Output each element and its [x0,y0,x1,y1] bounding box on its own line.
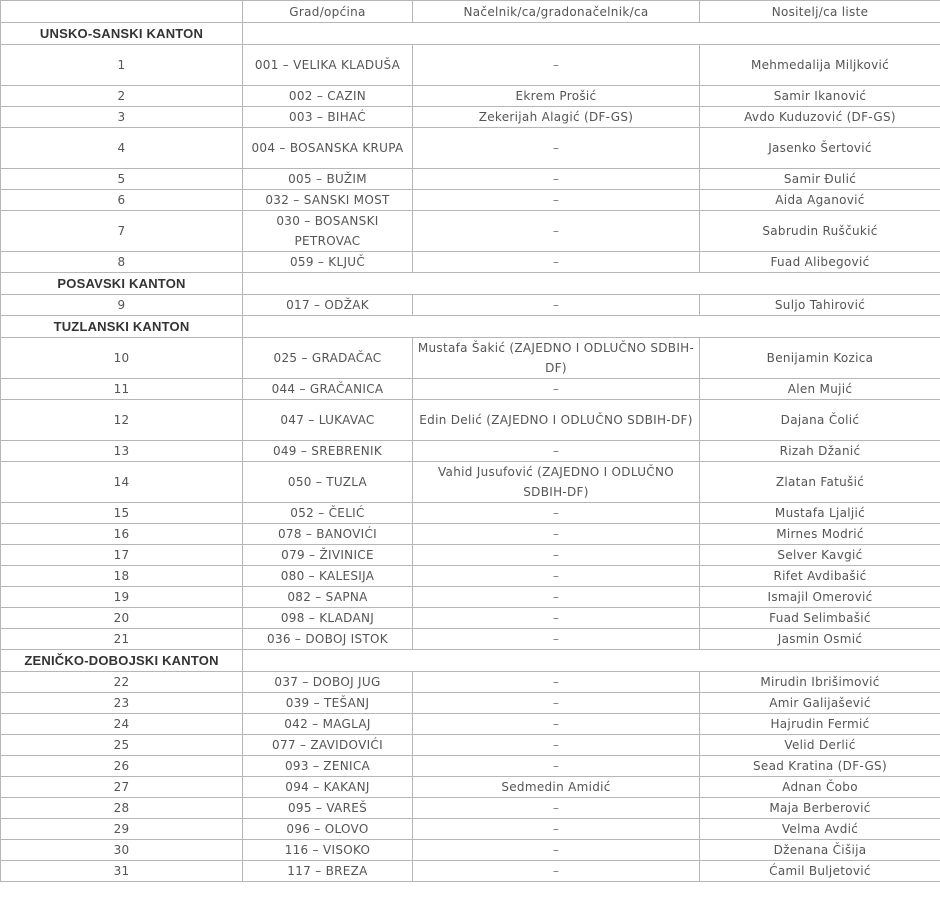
table-row [1,86,940,107]
table-row [1,45,940,86]
section-empty-cell [243,273,940,295]
municipality-cell: 116 – VISOKO [243,840,413,861]
mayor-cell: – [413,672,700,693]
municipality-cell: 030 – BOSANSKI PETROVAC [243,211,413,252]
section-empty-cell [243,650,940,672]
row-number-cell: 22 [1,672,243,693]
municipality-cell: 025 – GRADAČAC [243,338,413,379]
mayor-cell: Sedmedin Amidić [413,777,700,798]
table-row [1,714,940,735]
mayor-cell: – [413,608,700,629]
table-row [1,441,940,462]
row-number-cell: 14 [1,462,243,503]
table-row [1,672,940,693]
table-row [1,777,940,798]
municipality-cell: 044 – GRAČANICA [243,379,413,400]
table-row [1,400,940,441]
mayor-cell: – [413,566,700,587]
municipality-cell: 082 – SAPNA [243,587,413,608]
municipality-cell: 001 – VELIKA KLADUŠA [243,45,413,86]
table-row [1,608,940,629]
table-row [1,629,940,650]
table-row [1,840,940,861]
list-holder-cell: Mustafa Ljaljić [700,503,940,524]
mayor-cell: Edin Delić (ZAJEDNO I ODLUČNO SDBIH-DF) [413,400,700,441]
table-row [1,107,940,128]
mayor-cell: – [413,295,700,316]
municipality-cell: 003 – BIHAĆ [243,107,413,128]
municipality-cell: 093 – ZENICA [243,756,413,777]
list-holder-cell: Selver Kavgić [700,545,940,566]
section-name: POSAVSKI KANTON [1,273,243,295]
list-holder-cell: Mirnes Modrić [700,524,940,545]
municipality-cell: 078 – BANOVIĆI [243,524,413,545]
list-holder-cell: Maja Berberović [700,798,940,819]
section-empty-cell [243,316,940,338]
section-header-row [1,273,940,295]
mayor-cell: – [413,693,700,714]
row-number-cell: 23 [1,693,243,714]
municipality-cell: 032 – SANSKI MOST [243,190,413,211]
municipality-cell: 036 – DOBOJ ISTOK [243,629,413,650]
municipality-cell: 077 – ZAVIDOVIĆI [243,735,413,756]
list-holder-cell: Ismajil Omerović [700,587,940,608]
row-number-cell: 18 [1,566,243,587]
table-header-row [1,1,940,23]
list-holder-cell: Hajrudin Fermić [700,714,940,735]
row-number-cell: 25 [1,735,243,756]
table-row [1,545,940,566]
row-number-cell: 31 [1,861,243,882]
table-row [1,190,940,211]
mayor-cell: – [413,756,700,777]
table-body [1,1,940,882]
municipality-cell: 080 – KALESIJA [243,566,413,587]
municipality-cell: 037 – DOBOJ JUG [243,672,413,693]
municipality-cell: 004 – BOSANSKA KRUPA [243,128,413,169]
row-number-cell: 30 [1,840,243,861]
table-row [1,861,940,882]
list-holder-cell: Dajana Čolić [700,400,940,441]
table-row [1,798,940,819]
municipality-cell: 002 – CAZIN [243,86,413,107]
list-holder-cell: Fuad Alibegović [700,252,940,273]
list-holder-cell: Velid Derlić [700,735,940,756]
list-holder-cell: Rizah Džanić [700,441,940,462]
table-row [1,735,940,756]
list-holder-cell: Dženana Čišija [700,840,940,861]
mayor-cell: – [413,714,700,735]
municipality-cell: 047 – LUKAVAC [243,400,413,441]
row-number-cell: 4 [1,128,243,169]
mayor-cell: – [413,545,700,566]
municipality-cell: 096 – OLOVO [243,819,413,840]
mayor-cell: – [413,503,700,524]
mayor-cell: – [413,735,700,756]
list-holder-cell: Adnan Čobo [700,777,940,798]
mayor-cell: – [413,798,700,819]
section-name: TUZLANSKI KANTON [1,316,243,338]
row-number-cell: 21 [1,629,243,650]
mayor-cell: – [413,211,700,252]
list-holder-cell: Jasenko Šertović [700,128,940,169]
municipality-cell: 005 – BUŽIM [243,169,413,190]
row-number-cell: 28 [1,798,243,819]
mayor-cell: – [413,379,700,400]
row-number-cell: 7 [1,211,243,252]
table-row [1,338,940,379]
municipality-cell: 050 – TUZLA [243,462,413,503]
mayor-cell: – [413,190,700,211]
header-cell-list-holder: Nositelj/ca liste [700,1,940,23]
mayor-cell: – [413,45,700,86]
municipality-cell: 052 – ČELIĆ [243,503,413,524]
list-holder-cell: Ćamil Buljetović [700,861,940,882]
row-number-cell: 6 [1,190,243,211]
row-number-cell: 24 [1,714,243,735]
list-holder-cell: Rifet Avdibašić [700,566,940,587]
list-holder-cell: Aida Aganović [700,190,940,211]
row-number-cell: 29 [1,819,243,840]
row-number-cell: 19 [1,587,243,608]
section-name: ZENIČKO-DOBOJSKI KANTON [1,650,243,672]
municipality-cell: 039 – TEŠANJ [243,693,413,714]
list-holder-cell: Suljo Tahirović [700,295,940,316]
mayor-cell: Mustafa Šakić (ZAJEDNO I ODLUČNO SDBIH-DF) [413,338,700,379]
table-row [1,524,940,545]
municipality-cell: 042 – MAGLAJ [243,714,413,735]
header-cell-mayor: Načelnik/ca/gradonačelnik/ca [413,1,700,23]
table-row [1,379,940,400]
list-holder-cell: Jasmin Osmić [700,629,940,650]
table-row [1,462,940,503]
municipality-cell: 094 – KAKANJ [243,777,413,798]
list-holder-cell: Sead Kratina (DF-GS) [700,756,940,777]
mayor-cell: – [413,861,700,882]
list-holder-cell: Alen Mujić [700,379,940,400]
table-row [1,587,940,608]
section-empty-cell [243,23,940,45]
mayor-cell: – [413,128,700,169]
mayor-cell: Vahid Jusufović (ZAJEDNO I ODLUČNO SDBIH-DF) [413,462,700,503]
mayor-cell: – [413,587,700,608]
row-number-cell: 8 [1,252,243,273]
municipality-cell: 095 – VAREŠ [243,798,413,819]
table-row [1,693,940,714]
table-row [1,252,940,273]
list-holder-cell: Fuad Selimbašić [700,608,940,629]
table-row [1,756,940,777]
table-row [1,211,940,252]
municipality-cell: 059 – KLJUČ [243,252,413,273]
list-holder-cell: Mehmedalija Miljković [700,45,940,86]
table-row [1,566,940,587]
list-holder-cell: Benijamin Kozica [700,338,940,379]
row-number-cell: 12 [1,400,243,441]
municipality-cell: 049 – SREBRENIK [243,441,413,462]
table-row [1,169,940,190]
section-header-row [1,316,940,338]
municipality-cell: 098 – KLADANJ [243,608,413,629]
table-row [1,128,940,169]
mayor-cell: – [413,441,700,462]
list-holder-cell: Sabrudin Ruščukić [700,211,940,252]
row-number-cell: 1 [1,45,243,86]
list-holder-cell: Amir Galijašević [700,693,940,714]
mayor-cell: Zekerijah Alagić (DF-GS) [413,107,700,128]
row-number-cell: 11 [1,379,243,400]
mayor-cell: – [413,252,700,273]
row-number-cell: 2 [1,86,243,107]
list-holder-cell: Velma Avdić [700,819,940,840]
list-holder-cell: Samir Đulić [700,169,940,190]
header-cell-municipality: Grad/općina [243,1,413,23]
mayor-cell: – [413,840,700,861]
section-header-row [1,650,940,672]
row-number-cell: 5 [1,169,243,190]
section-name: UNSKO-SANSKI KANTON [1,23,243,45]
mayor-cell: – [413,524,700,545]
mayor-cell: – [413,819,700,840]
row-number-cell: 27 [1,777,243,798]
header-cell-number [1,1,243,23]
list-holder-cell: Samir Ikanović [700,86,940,107]
row-number-cell: 20 [1,608,243,629]
row-number-cell: 15 [1,503,243,524]
table-row [1,295,940,316]
list-holder-cell: Mirudin Ibrišimović [700,672,940,693]
list-holder-cell: Zlatan Fatušić [700,462,940,503]
section-header-row [1,23,940,45]
row-number-cell: 17 [1,545,243,566]
municipality-cell: 017 – ODŽAK [243,295,413,316]
municipality-cell: 079 – ŽIVINICE [243,545,413,566]
table-row [1,819,940,840]
row-number-cell: 26 [1,756,243,777]
row-number-cell: 13 [1,441,243,462]
row-number-cell: 9 [1,295,243,316]
mayor-cell: – [413,629,700,650]
table-row [1,503,940,524]
mayor-cell: Ekrem Prošić [413,86,700,107]
municipality-cell: 117 – BREZA [243,861,413,882]
list-holder-cell: Avdo Kuduzović (DF-GS) [700,107,940,128]
row-number-cell: 3 [1,107,243,128]
mayor-cell: – [413,169,700,190]
row-number-cell: 16 [1,524,243,545]
row-number-cell: 10 [1,338,243,379]
